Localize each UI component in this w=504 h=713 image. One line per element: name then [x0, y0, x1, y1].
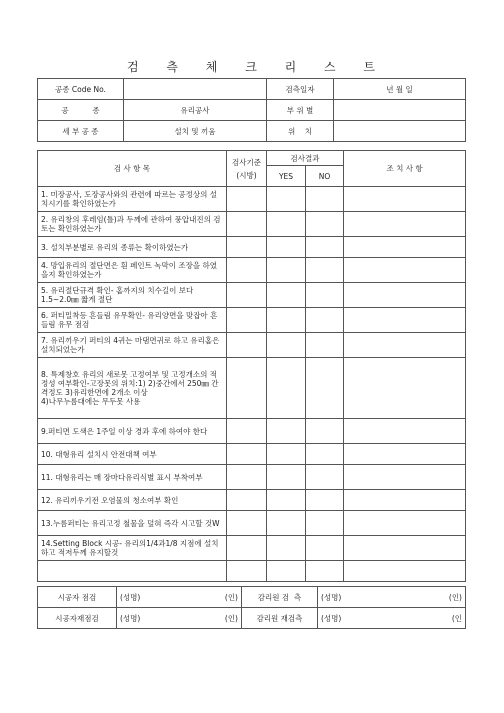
yes-cell[interactable] — [267, 358, 306, 419]
item-text: 7. 유리끼우기 퍼티의 4귀는 마댐면귀로 하고 유리홈은 설치되었는가 — [38, 333, 227, 358]
header-table — [37, 78, 466, 142]
yes-cell[interactable] — [267, 511, 306, 536]
header-label: 세 부 공 종 — [38, 121, 124, 142]
col-action-header: 조 치 사 항 — [344, 151, 466, 187]
action-cell[interactable] — [344, 333, 466, 358]
signature-seal[interactable]: (인) — [202, 608, 242, 629]
signature-row — [38, 608, 466, 629]
no-cell[interactable] — [306, 490, 344, 511]
item-text: 14.Setting Block 시공- 유리의1/4과1/8 지점에 설치하고 적저두께 유지할것 — [38, 536, 227, 561]
header-label: 검측일자 — [267, 79, 334, 100]
checklist-header-row — [38, 151, 466, 166]
action-cell[interactable] — [344, 561, 466, 582]
action-cell[interactable] — [344, 465, 466, 490]
no-cell[interactable] — [306, 419, 344, 444]
action-cell[interactable] — [344, 419, 466, 444]
table-row — [38, 283, 466, 308]
table-row — [38, 536, 466, 561]
inspection-date[interactable]: 년 월 일 — [334, 79, 466, 100]
yes-cell[interactable] — [267, 237, 306, 258]
signature-label: 시공자재점검 — [38, 608, 117, 629]
item-text: 8. 특제창호 유리의 새로못 고정여부 및 고정개소의 적정성 여부확인-고장못의 위치:1) 2)중간에서 250㎜ 간격정도 3)유리한면에 2개소 이상 4)나무누름대에는 무두못 사용 — [38, 358, 227, 419]
header-value[interactable] — [334, 121, 466, 142]
table-row — [38, 358, 466, 419]
signature-label: 감리원 재검측 — [242, 608, 318, 629]
yes-cell[interactable] — [267, 308, 306, 333]
table-row — [38, 419, 466, 444]
standard-cell[interactable] — [227, 308, 267, 333]
standard-cell[interactable] — [227, 511, 267, 536]
table-row — [38, 465, 466, 490]
item-text: 6. 퍼티밀착등 흔들림 유무확인- 유리양면을 맞잡아 흔들림 유무 점검 — [38, 308, 227, 333]
signature-label: 감리원 검 측 — [242, 587, 318, 608]
item-text: 9.퍼티면 도색은 1주일 이상 경과 후에 하여야 한다 — [38, 419, 227, 444]
signature-name[interactable]: (성명) — [318, 608, 428, 629]
header-value[interactable]: 유리공사 — [124, 100, 267, 121]
action-cell[interactable] — [344, 536, 466, 561]
table-row — [38, 258, 466, 283]
signature-name[interactable]: (성명) — [318, 587, 428, 608]
yes-cell[interactable] — [267, 419, 306, 444]
header-row — [38, 79, 466, 100]
standard-cell[interactable] — [227, 212, 267, 237]
col-item-header: 검 사 항 목 — [38, 151, 227, 187]
table-row — [38, 237, 466, 258]
standard-cell[interactable] — [227, 187, 267, 212]
col-result-header: 검사결과 — [267, 151, 344, 166]
signature-seal[interactable]: (인) — [202, 587, 242, 608]
signature-seal[interactable]: (인) — [428, 587, 466, 608]
item-text: 10. 대형유리 설치시 안전대책 여부 — [38, 444, 227, 465]
col-standard-line2: (시방) — [236, 170, 257, 180]
table-row — [38, 490, 466, 511]
no-cell[interactable] — [306, 283, 344, 308]
item-text: 5. 유리절단규격 확인- 홈까지의 치수길이 보다 1.5~2.0㎜ 짧게 절단 — [38, 283, 227, 308]
action-cell[interactable] — [344, 308, 466, 333]
table-row — [38, 444, 466, 465]
header-value[interactable] — [124, 79, 267, 100]
table-row — [38, 212, 466, 237]
standard-cell[interactable] — [227, 237, 267, 258]
col-yes-header: YES — [267, 166, 306, 187]
table-row — [38, 333, 466, 358]
item-text: 2. 유리창의 후레임(틀)과 두께에 관하여 풍압내진의 검토는 확인하였는가 — [38, 212, 227, 237]
standard-cell[interactable] — [227, 536, 267, 561]
no-cell[interactable] — [306, 444, 344, 465]
signature-row — [38, 587, 466, 608]
standard-cell[interactable] — [227, 283, 267, 308]
item-text: 4. 망입유리의 절단면은 흰 페인트 녹막이 조장을 하였을지 확인하였는가 — [38, 258, 227, 283]
col-standard-line1: 검사기준 — [232, 157, 261, 167]
item-text: 13.누름퍼티는 유리고정 철물을 덮혀 즉각 시고할 것W — [38, 511, 227, 536]
signature-table — [37, 586, 466, 629]
header-label: 위 치 — [267, 121, 334, 142]
header-row — [38, 121, 466, 142]
checklist-table — [37, 150, 466, 582]
signature-seal[interactable]: (인 — [428, 608, 466, 629]
action-cell[interactable] — [344, 283, 466, 308]
standard-cell[interactable] — [227, 465, 267, 490]
yes-cell[interactable] — [267, 283, 306, 308]
standard-cell[interactable] — [227, 444, 267, 465]
table-row — [38, 187, 466, 212]
standard-cell[interactable] — [227, 333, 267, 358]
no-cell[interactable] — [306, 511, 344, 536]
yes-cell[interactable] — [267, 536, 306, 561]
standard-cell[interactable] — [227, 561, 267, 582]
action-cell[interactable] — [344, 358, 466, 419]
no-cell[interactable] — [306, 333, 344, 358]
no-cell[interactable] — [306, 465, 344, 490]
no-cell[interactable] — [306, 561, 344, 582]
no-cell[interactable] — [306, 237, 344, 258]
item-text — [38, 561, 227, 582]
item-text: 3. 설치부분별로 유리의 종류는 확이하였는가 — [38, 237, 227, 258]
no-cell[interactable] — [306, 258, 344, 283]
header-label: 부 위 별 — [267, 100, 334, 121]
yes-cell[interactable] — [267, 490, 306, 511]
item-text: 12. 유리끼우기전 오염물의 청소여부 확인 — [38, 490, 227, 511]
header-value[interactable] — [334, 100, 466, 121]
header-label: 공 종 — [38, 100, 124, 121]
standard-cell[interactable] — [227, 358, 267, 419]
action-cell[interactable] — [344, 187, 466, 212]
standard-cell[interactable] — [227, 490, 267, 511]
no-cell[interactable] — [306, 187, 344, 212]
yes-cell[interactable] — [267, 561, 306, 582]
yes-cell[interactable] — [267, 212, 306, 237]
signature-name[interactable]: (성명) — [117, 587, 202, 608]
no-cell[interactable] — [306, 308, 344, 333]
action-cell[interactable] — [344, 444, 466, 465]
action-cell[interactable] — [344, 511, 466, 536]
no-cell[interactable] — [306, 212, 344, 237]
col-standard-header — [227, 151, 267, 187]
standard-cell[interactable] — [227, 258, 267, 283]
table-row — [38, 308, 466, 333]
signature-name[interactable]: (성명) — [117, 608, 202, 629]
header-row — [38, 100, 466, 121]
col-no-header: NO — [306, 166, 344, 187]
standard-cell[interactable] — [227, 419, 267, 444]
yes-cell[interactable] — [267, 444, 306, 465]
yes-cell[interactable] — [267, 258, 306, 283]
yes-cell[interactable] — [267, 187, 306, 212]
table-row — [38, 561, 466, 582]
yes-cell[interactable] — [267, 465, 306, 490]
item-text: 11. 대형유리는 매 장마다유리식별 표시 부착여부 — [38, 465, 227, 490]
no-cell[interactable] — [306, 358, 344, 419]
item-text: 1. 미장공사, 도장공사와의 관련에 따르는 공정상의 설치시기를 확인하였는가 — [38, 187, 227, 212]
page-title: 검 측 체 크 리 스 트 — [126, 60, 388, 74]
action-cell[interactable] — [344, 258, 466, 283]
yes-cell[interactable] — [267, 333, 306, 358]
action-cell[interactable] — [344, 490, 466, 511]
action-cell[interactable] — [344, 237, 466, 258]
table-row — [38, 511, 466, 536]
action-cell[interactable] — [344, 212, 466, 237]
no-cell[interactable] — [306, 536, 344, 561]
signature-label: 시공자 점검 — [38, 587, 117, 608]
header-value[interactable]: 설치 및 끼움 — [124, 121, 267, 142]
header-label: 공종 Code No. — [38, 79, 124, 100]
